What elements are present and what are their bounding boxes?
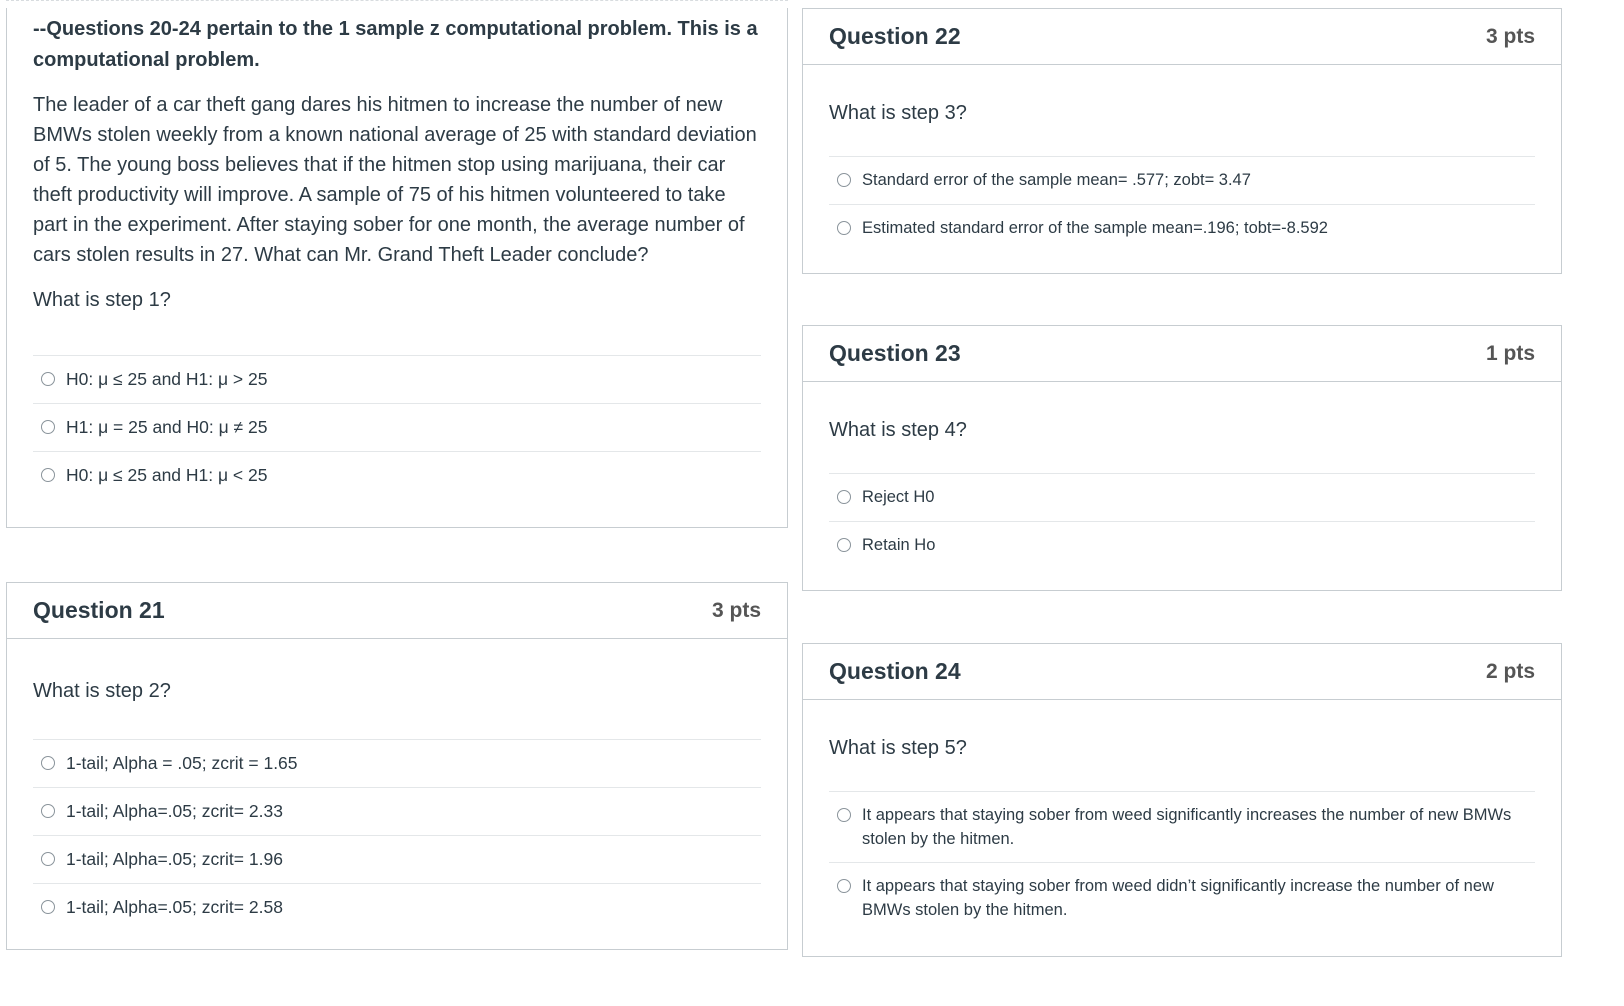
answer-option[interactable] xyxy=(829,474,1535,522)
answer-option[interactable] xyxy=(33,452,761,499)
answer-label: 1-tail; Alpha=.05; zcrit= 1.96 xyxy=(66,849,283,869)
radio-button[interactable] xyxy=(41,468,55,482)
question-points: 1 pts xyxy=(1485,341,1535,365)
answer-label: H1: μ = 25 and H0: μ ≠ 25 xyxy=(66,417,268,437)
answer-label: H0: μ ≤ 25 and H1: μ > 25 xyxy=(66,369,268,389)
answer-label: Reject H0 xyxy=(862,488,935,506)
question-20-panel xyxy=(6,8,788,528)
radio-button[interactable] xyxy=(41,852,55,866)
question-title: Question 23 xyxy=(829,340,961,366)
radio-button[interactable] xyxy=(837,879,851,893)
radio-button[interactable] xyxy=(837,538,851,552)
question-header xyxy=(803,9,1561,65)
answer-list xyxy=(829,473,1535,569)
answer-label: 1-tail; Alpha = .05; zcrit = 1.65 xyxy=(66,753,298,773)
question-points: 3 pts xyxy=(1485,24,1535,48)
question-24-panel xyxy=(802,643,1562,957)
question-header xyxy=(803,326,1561,382)
question-header xyxy=(7,583,787,639)
question-prompt: What is step 2? xyxy=(33,680,171,702)
answer-list xyxy=(829,156,1535,252)
answer-label: It appears that staying sober from weed significantly increases the number of new BMWs stolen by the hitmen. xyxy=(862,806,1512,848)
answer-label: 1-tail; Alpha=.05; zcrit= 2.33 xyxy=(66,801,283,821)
answer-label: 1-tail; Alpha=.05; zcrit= 2.58 xyxy=(66,897,283,917)
question-21-panel xyxy=(6,582,788,950)
question-points: 2 pts xyxy=(1485,659,1535,683)
answer-label: H0: μ ≤ 25 and H1: μ < 25 xyxy=(66,465,268,485)
question-title: Question 22 xyxy=(829,23,961,49)
radio-button[interactable] xyxy=(837,173,851,187)
answer-label: Retain Ho xyxy=(862,536,936,554)
radio-button[interactable] xyxy=(837,221,851,235)
question-prompt: What is step 1? xyxy=(33,289,171,311)
answer-option[interactable] xyxy=(33,404,761,452)
top-divider xyxy=(6,0,788,1)
answer-list xyxy=(33,739,761,931)
radio-button[interactable] xyxy=(41,372,55,386)
radio-button[interactable] xyxy=(41,804,55,818)
answer-option[interactable] xyxy=(829,863,1535,933)
answer-option[interactable] xyxy=(829,522,1535,569)
answer-option[interactable] xyxy=(33,836,761,884)
answer-label: Standard error of the sample mean= .577; zobt= 3.47 xyxy=(862,171,1251,189)
answer-label: It appears that staying sober from weed didn’t significantly increase the number of new BMWs stolen by the hitmen. xyxy=(862,877,1494,919)
radio-button[interactable] xyxy=(837,490,851,504)
question-header xyxy=(803,644,1561,700)
answer-option[interactable] xyxy=(33,884,761,931)
answer-option[interactable] xyxy=(829,205,1535,252)
question-prompt: What is step 5? xyxy=(829,737,967,759)
answer-option[interactable] xyxy=(33,788,761,836)
question-title: Question 24 xyxy=(829,658,961,684)
question-prompt: What is step 3? xyxy=(829,102,967,124)
answer-option[interactable] xyxy=(829,792,1535,863)
answer-option[interactable] xyxy=(829,157,1535,205)
answer-list xyxy=(33,355,761,499)
radio-button[interactable] xyxy=(41,756,55,770)
radio-button[interactable] xyxy=(837,808,851,822)
question-title: Question 21 xyxy=(33,597,165,623)
question-points: 3 pts xyxy=(711,598,761,622)
answer-option[interactable] xyxy=(33,356,761,404)
section-heading: --Questions 20-24 pertain to the 1 sample z computational problem. This is a computational problem. xyxy=(33,18,758,71)
answer-label: Estimated standard error of the sample mean=.196; tobt=-8.592 xyxy=(862,219,1328,237)
radio-button[interactable] xyxy=(41,420,55,434)
question-22-panel xyxy=(802,8,1562,274)
question-23-panel xyxy=(802,325,1562,591)
answer-list xyxy=(829,791,1535,933)
answer-option[interactable] xyxy=(33,740,761,788)
radio-button[interactable] xyxy=(41,900,55,914)
problem-scenario: The leader of a car theft gang dares his hitmen to increase the number of new BMWs stolen weekly from a known national average of 25 with standard deviation of 5. The young boss believes that if the hitmen stop using marijuana, their car theft productivity will improve. A sample of 75 of his hitmen volunteered to take part in the experiment. After staying sober for one month, the average number of cars stolen results in 27. What can Mr. Grand Theft Leader conclude? xyxy=(33,94,757,266)
question-prompt: What is step 4? xyxy=(829,419,967,441)
